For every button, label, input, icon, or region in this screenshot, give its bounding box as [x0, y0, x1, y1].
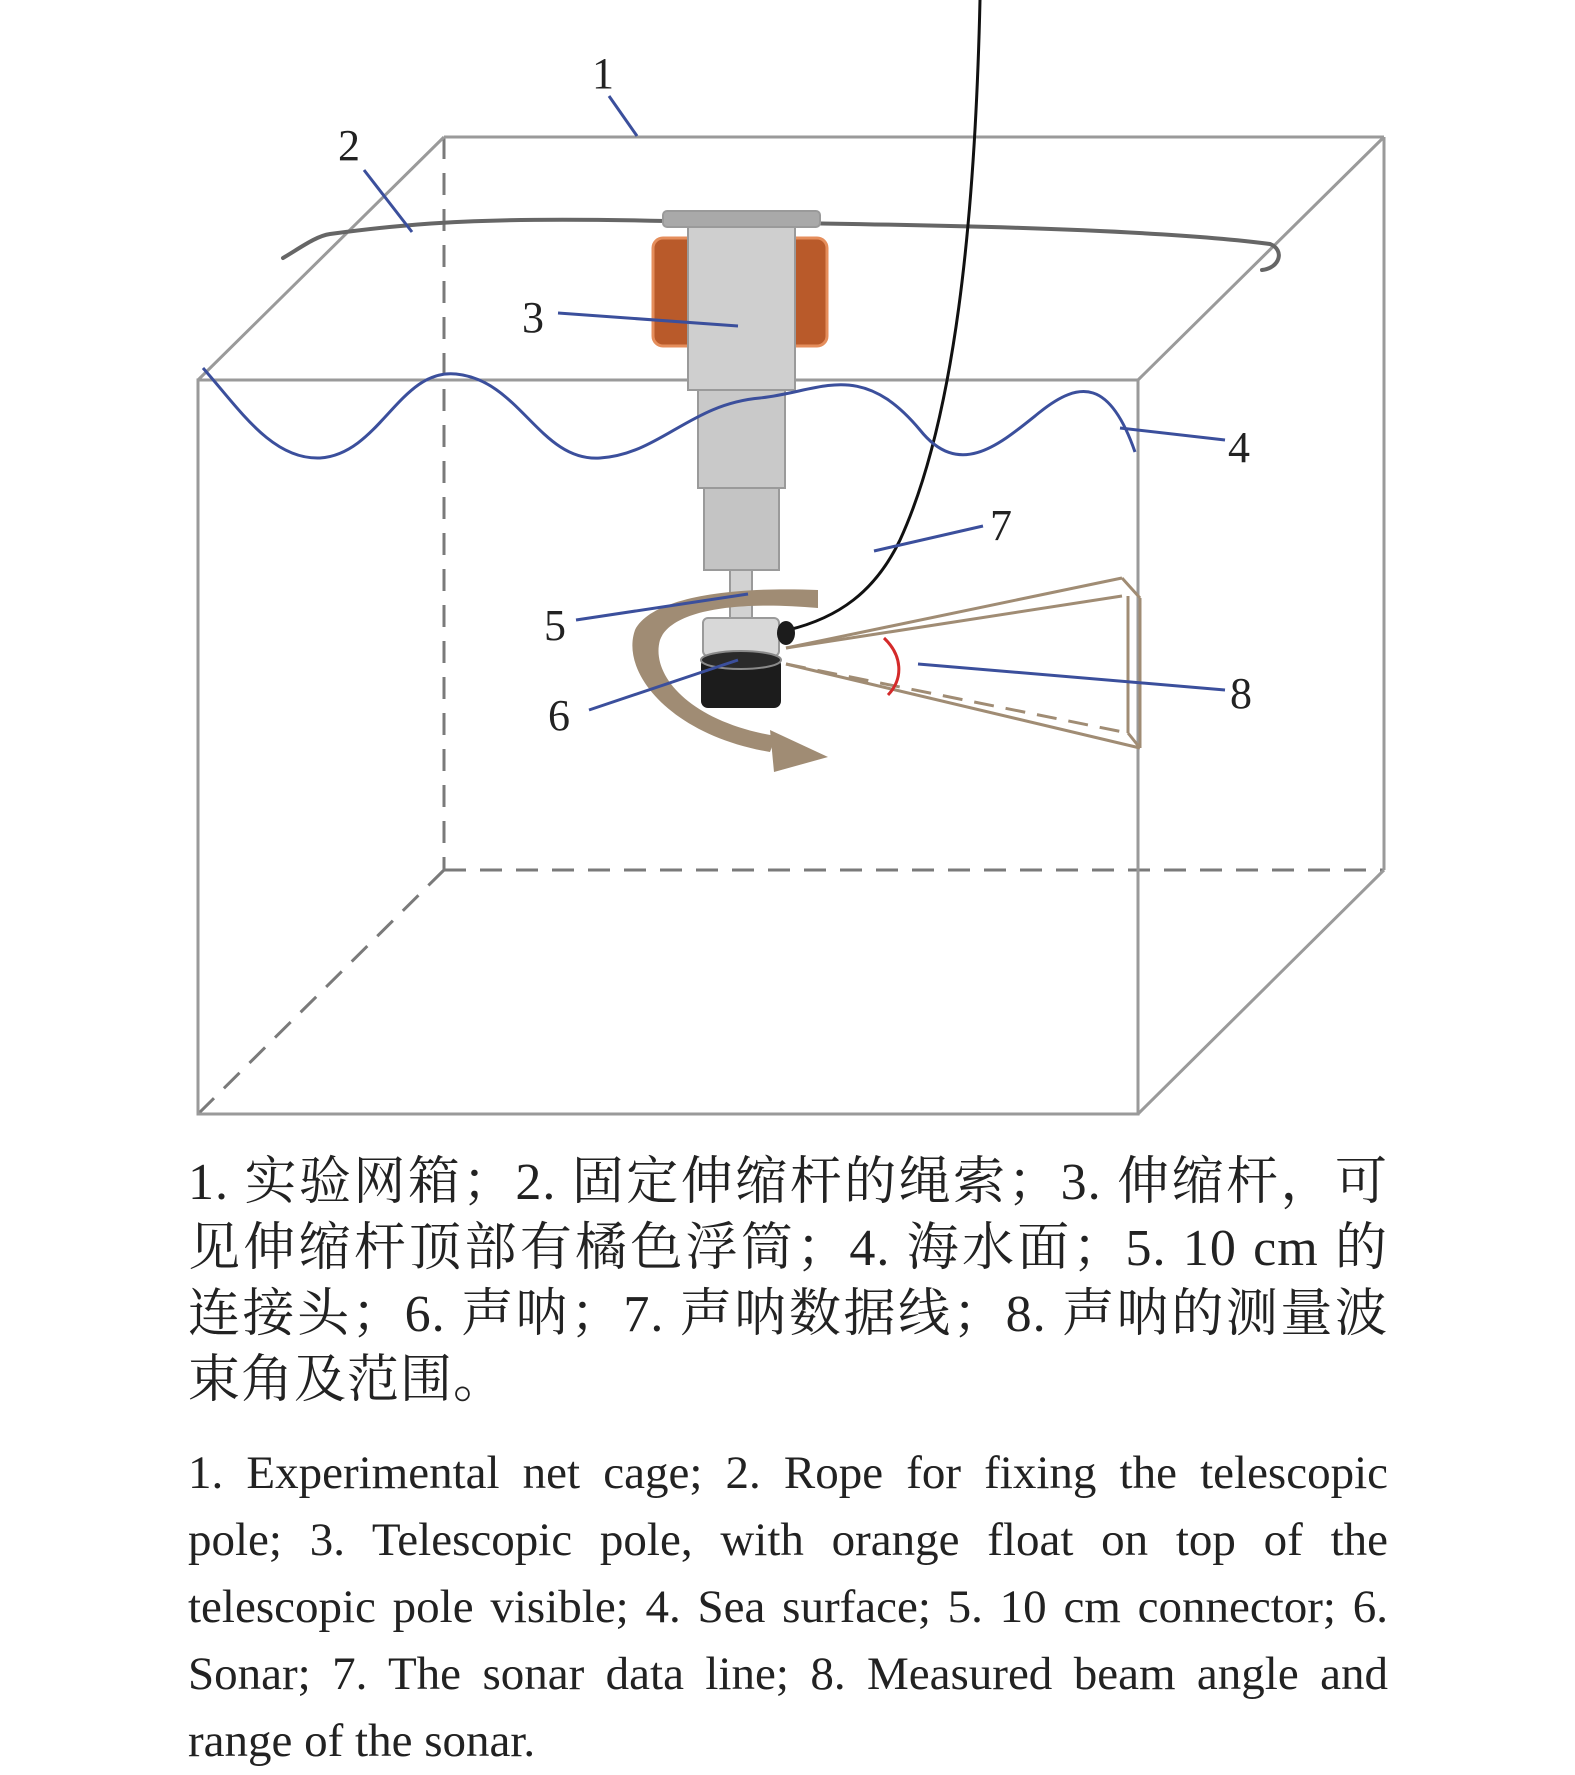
- caption-chinese: 1. 实验网箱；2. 固定伸缩杆的绳索；3. 伸缩杆，可见伸缩杆顶部有橘色浮筒；4. 海水面；5. 10 cm 的连接头；6. 声呐；7. 声呐数据线；8. 声呐的测量波束角及范围。: [188, 1154, 1388, 1409]
- sonar-beam: [786, 578, 1140, 748]
- leader-lines: [364, 96, 1225, 710]
- label-3: 3: [522, 293, 544, 342]
- label-4: 4: [1228, 423, 1250, 472]
- label-2: 2: [338, 121, 360, 170]
- label-5: 5: [544, 601, 566, 650]
- label-7: 7: [990, 501, 1012, 550]
- label-8: 8: [1230, 669, 1252, 718]
- caption-english: 1. Experimental net cage; 2. Rope for fixing the telescopic pole; 3. Telescopic pole, with orange float on top of the telescopic pole visible; 4. Sea surface; 5. 10 cm connector; 6. Sonar; 7. The sonar data line; 8. Measured beam angle and range of the sonar.: [188, 1447, 1388, 1767]
- sea-surface: [203, 368, 1135, 458]
- label-6: 6: [548, 691, 570, 740]
- sonar: [701, 618, 795, 708]
- label-1: 1: [592, 49, 614, 98]
